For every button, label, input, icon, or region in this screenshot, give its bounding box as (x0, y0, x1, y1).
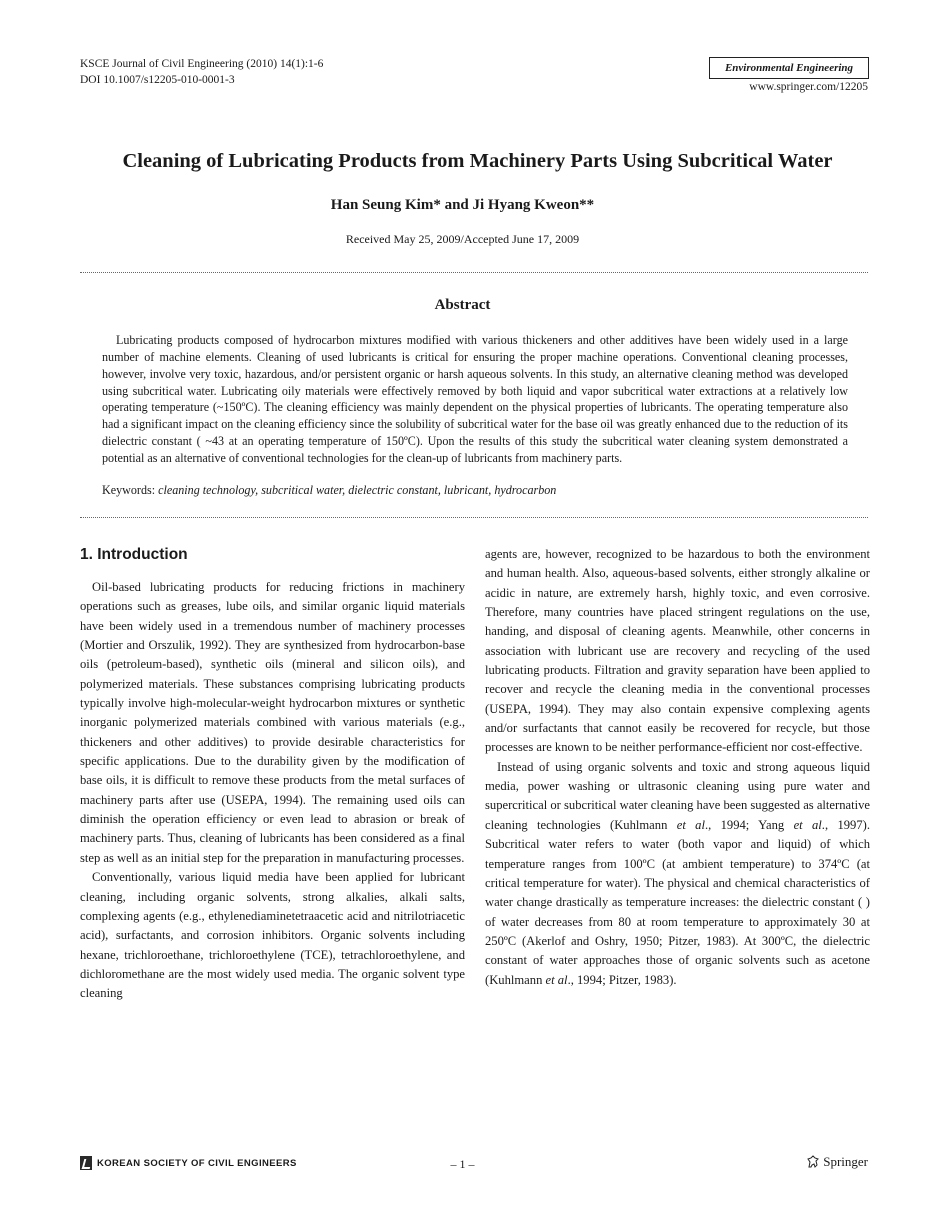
citation-et-al: et al (545, 972, 568, 987)
keywords (102, 483, 556, 498)
springer-horse-icon (806, 1155, 820, 1169)
section-label-box: Environmental Engineering (709, 57, 869, 79)
journal-citation: KSCE Journal of Civil Engineering (2010) 14(1):1-6 (80, 58, 324, 70)
paragraph: agents are, however, recognized to be hazardous to both the environment and human health. Also, aqueous-based solvents, either strongly alkaline or acidic in nature, are extremely harsh, highly toxic, and even corrosive. Therefore, many countries have placed stringent regulations on the use, handing, and disposal of cleaning agents. Meanwhile, other concerns in association with lubricant use are recovery and recycling of the used lubricating products. Filtration and gravity separation have been applied to recover and recycle the cleaning media in the conventional processes (USEPA, 1994). They may also contain expensive complexing agents and/or surfactants that cannot easily be recovered for recycle, but those processes are known to be neither performance-efficient nor cost-effective. (485, 547, 870, 755)
paragraph (485, 758, 870, 990)
society-name: KOREAN SOCIETY OF CIVIL ENGINEERS (97, 1157, 297, 1169)
left-column (80, 545, 465, 1004)
top-divider (80, 272, 868, 273)
keywords-list: cleaning technology, subcritical water, dielectric constant, lubricant, hydrocarbon (158, 483, 557, 497)
paragraph: Conventionally, various liquid media have been applied for lubricant cleaning, including organic solvents, strong alkalies, alkali salts, complexing agents (e.g., ethylenediaminetetraacetic acid and nitrilotriacetic acid), surfactants, and corrosion inhibitors. Organic solvents including hexane, trichloroethane, trichloroethylene (TCE), tetrachloroethylene, and dichloromethane are the most widely used media. The organic solvent type cleaning (80, 870, 465, 1001)
abstract-divider (80, 517, 868, 518)
doi: DOI 10.1007/s12205-010-0001-3 (80, 74, 235, 86)
paragraph: Oil-based lubricating products for reducing frictions in machinery operations such as greases, lube oils, and similar organic liquid materials have been widely used in a tremendous number of machinery processes (Mortier and Orszulik, 1992). They are synthesized from hydrocarbon-base oils (petroleum-based), synthetic oils (mineral and silicon oils), and polymerized materials. These substances comprising lubricating products typically involve high-molecular-weight hydrocarbon mixtures or synthetic inorganic polymerized materials combined with various materials (e.g., thickeners and other additives) to provide desirable characteristics for specific applications. Due to the durability given by the modification of base oils, it is difficult to remove these products from the metal surfaces of machinery parts after use (USEPA, 1994). The remaining used oils can diminish the operation efficiency or even lead to abrasion or break of machinery parts. Thus, cleaning of lubricants has been considered as a final step as well as an initial step for the preparation in manufacturing processes. (80, 580, 465, 865)
text-run: ., 1994; Pitzer, 1983). (567, 972, 677, 987)
text-run: ., 1997). Subcritical water refers to water (both vapor and liquid) of which temperature ranges from 100ºC (at ambient temperature) to 374ºC (at critical temperature for water). The physical and chemical characteristics of water change drastically as temperature increases: the dielectric constant ( ) of water decreases from 80 at room temperature to approximately 30 at 250ºC (Akerlof and Oshry, 1950; Pitzer, 1983). At 300ºC, the dielectric constant of water approaches those of organic solvents such as acetone (Kuhlmann (485, 817, 870, 987)
journal-meta (80, 56, 323, 88)
citation-et-al: et al (793, 817, 822, 832)
citation-et-al: et al (676, 817, 705, 832)
text-run: Instead of using organic solvents and toxic and strong aqueous liquid media, power washing or ultrasonic cleaning using pure water and supercritical or subcritical water cleaning have been suggested as alternative cleaning technologies (Kuhlmann (485, 759, 870, 832)
abstract-heading: Abstract (434, 297, 491, 313)
article-title: Cleaning of Lubricating Products from Machinery Parts Using Subcritical Water (122, 150, 833, 172)
journal-url[interactable]: www.springer.com/12205 (749, 81, 868, 93)
keywords-label: Keywords: (102, 483, 156, 497)
received-dates: Received May 25, 2009/Accepted June 17, 2009 (345, 232, 580, 246)
right-column (485, 545, 870, 990)
article-authors: Han Seung Kim* and Ji Hyang Kweon** (330, 197, 595, 213)
publisher-footer (806, 1154, 868, 1170)
abstract-text: Lubricating products composed of hydrocarbon mixtures modified with various thickeners and other additives have been widely used in a large number of machine elements. Cleaning of used lubricants is critical for ensuring the proper machine operations. Conventional cleaning processes, however, involve very toxic, hazardous, and/or persistent organic or harsh aqueous solvents. In this study, an alternative cleaning method was developed using subcritical water. Lubricating oily materials were effectively removed by both liquid and vapor subcritical water extractions at a relatively low operating temperature (~150ºC). The cleaning efficiency was mainly dependent on the physical properties of lubricants. The operating temperature also had a significant impact on the cleaning efficiency since the solubility of subcritical water for the base oil was greatly enhanced due to the reduction of its dielectric constant ( ~43 at an operating temperature of 150ºC). Upon the results of this study the subcritical water cleaning system demonstrated a potential as an alternative of conventional technologies for the clean-up of lubricants from machinery parts. (102, 333, 848, 465)
text-run: ., 1994; Yang (704, 817, 794, 832)
publisher-name: Springer (823, 1154, 868, 1169)
page-number: – 1 – (450, 1157, 475, 1171)
section-heading-introduction: 1. Introduction (80, 546, 188, 563)
